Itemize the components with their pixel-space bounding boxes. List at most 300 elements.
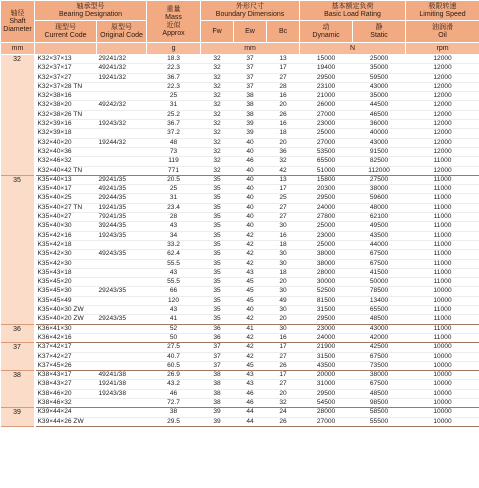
mass-cell: 23.4 xyxy=(147,203,201,212)
ew-cell: 44 xyxy=(234,417,267,426)
oil-speed-cell: 12000 xyxy=(406,138,479,147)
static-load-cell: 59500 xyxy=(353,73,406,82)
mass-cell: 60.5 xyxy=(147,361,201,370)
fw-cell: 35 xyxy=(201,203,234,212)
table-row xyxy=(1,306,479,315)
static-load-cell: 48500 xyxy=(353,315,406,324)
fw-cell: 32 xyxy=(201,73,234,82)
mass-cell: 55.5 xyxy=(147,259,201,268)
mass-cell: 27.5 xyxy=(147,343,201,352)
oil-speed-cell: 12000 xyxy=(406,73,479,82)
shaft-diameter-cell xyxy=(1,408,35,427)
static-load-cell: 73500 xyxy=(353,361,406,370)
table-row xyxy=(1,315,479,324)
static-load-cell: 38000 xyxy=(353,371,406,380)
bc-cell: 28 xyxy=(267,82,300,91)
table-row xyxy=(1,268,479,277)
ew-cell: 40 xyxy=(234,175,267,184)
fw-cell: 32 xyxy=(201,110,234,119)
table-row xyxy=(1,194,479,203)
static-load-cell: 43000 xyxy=(353,82,406,91)
original-code-cell: 49243/35 xyxy=(97,250,147,259)
oil-speed-cell: 11000 xyxy=(406,194,479,203)
static-load-cell: 42500 xyxy=(353,343,406,352)
mass-cell: 43 xyxy=(147,268,201,277)
ew-cell: 41 xyxy=(234,324,267,333)
table-row xyxy=(1,129,479,138)
dynamic-load-cell: 25000 xyxy=(300,222,353,231)
current-code-cell: K38×43×27 xyxy=(35,380,97,389)
mass-cell: 771 xyxy=(147,166,201,175)
current-code-cell: K32×37×13 xyxy=(35,55,97,64)
original-code-cell xyxy=(97,296,147,305)
mass-cell: 66 xyxy=(147,287,201,296)
mass-header: 重量 Mass 近似 Approx xyxy=(147,1,201,43)
table-row xyxy=(1,389,479,398)
bc-cell: 17 xyxy=(267,343,300,352)
bc-cell: 20 xyxy=(267,278,300,287)
bc-cell: 20 xyxy=(267,101,300,110)
mass-cell: 33.2 xyxy=(147,240,201,249)
shaft-diameter-cell xyxy=(1,55,35,176)
oil-speed-cell: 12000 xyxy=(406,92,479,101)
fw-cell: 36 xyxy=(201,324,234,333)
bc-cell: 26 xyxy=(267,361,300,370)
original-code-cell: 29243/35 xyxy=(97,315,147,324)
mass-cell: 41 xyxy=(147,315,201,324)
table-row xyxy=(1,82,479,91)
table-row xyxy=(1,120,479,129)
oil-speed-cell: 11000 xyxy=(406,315,479,324)
original-code-cell xyxy=(97,268,147,277)
dynamic-load-cell: 43500 xyxy=(300,361,353,370)
oil-speed-cell: 12000 xyxy=(406,64,479,73)
current-code-cell: K37×42×27 xyxy=(35,352,97,361)
mass-cell: 36.7 xyxy=(147,73,201,82)
static-load-cell: 98500 xyxy=(353,398,406,407)
dynamic-load-cell: 52500 xyxy=(300,287,353,296)
ew-cell: 46 xyxy=(234,389,267,398)
ew-cell: 40 xyxy=(234,306,267,315)
fw-cell: 35 xyxy=(201,296,234,305)
fw-cell: 32 xyxy=(201,92,234,101)
current-code-cell: K38×46×20 xyxy=(35,389,97,398)
fw-cell: 37 xyxy=(201,361,234,370)
oil-speed-cell: 11000 xyxy=(406,259,479,268)
oil-speed-cell: 12000 xyxy=(406,110,479,119)
original-code-cell: 19243/35 xyxy=(97,231,147,240)
original-code-cell xyxy=(97,147,147,156)
current-code-unit xyxy=(35,43,97,55)
current-code-cell: K35×40×13 xyxy=(35,175,97,184)
current-code-header: 现型号 Current Code xyxy=(35,21,97,43)
dynamic-load-cell: 28000 xyxy=(300,408,353,417)
oil-speed-cell: 11000 xyxy=(406,324,479,333)
dynamic-load-cell: 38000 xyxy=(300,259,353,268)
dynamic-load-cell: 19400 xyxy=(300,64,353,73)
static-load-cell: 49500 xyxy=(353,222,406,231)
mass-unit: g xyxy=(147,43,201,55)
mass-cell: 37.2 xyxy=(147,129,201,138)
ew-cell: 40 xyxy=(234,194,267,203)
current-code-cell: K35×45×49 xyxy=(35,296,97,305)
ew-cell: 42 xyxy=(234,333,267,342)
fw-cell: 35 xyxy=(201,278,234,287)
bc-cell: 20 xyxy=(267,138,300,147)
current-code-cell: K39×44×24 xyxy=(35,408,97,417)
oil-speed-cell: 12000 xyxy=(406,147,479,156)
mass-cell: 25 xyxy=(147,92,201,101)
dynamic-load-cell: 51000 xyxy=(300,166,353,175)
original-code-header: 原型号 Original Code xyxy=(97,21,147,43)
fw-header: Fw xyxy=(201,21,234,43)
current-code-cell: K38×43×17 xyxy=(35,371,97,380)
table-row xyxy=(1,147,479,156)
bc-cell: 18 xyxy=(267,268,300,277)
fw-cell: 37 xyxy=(201,343,234,352)
dynamic-load-cell: 31500 xyxy=(300,306,353,315)
original-code-cell: 19241/38 xyxy=(97,380,147,389)
fw-cell: 35 xyxy=(201,315,234,324)
current-code-cell: K32×37×28 TN xyxy=(35,82,97,91)
current-code-cell: K32×40×36 xyxy=(35,147,97,156)
dynamic-load-cell: 29500 xyxy=(300,73,353,82)
current-code-cell: K36×42×16 xyxy=(35,333,97,342)
fw-cell: 32 xyxy=(201,138,234,147)
fw-cell: 32 xyxy=(201,129,234,138)
static-load-cell: 91500 xyxy=(353,147,406,156)
static-load-cell: 40000 xyxy=(353,129,406,138)
mass-cell: 20.5 xyxy=(147,175,201,184)
table-row xyxy=(1,278,479,287)
ew-cell: 37 xyxy=(234,64,267,73)
oil-speed-cell: 11000 xyxy=(406,157,479,166)
oil-speed-cell: 10000 xyxy=(406,371,479,380)
bc-cell: 27 xyxy=(267,203,300,212)
ew-cell: 42 xyxy=(234,240,267,249)
table-row xyxy=(1,352,479,361)
static-load-cell: 55500 xyxy=(353,417,406,426)
units-row xyxy=(1,43,479,55)
oil-speed-cell: 10000 xyxy=(406,296,479,305)
dynamic-load-cell: 31000 xyxy=(300,380,353,389)
ew-cell: 42 xyxy=(234,250,267,259)
original-code-cell: 19241/35 xyxy=(97,203,147,212)
current-code-cell: K35×42×18 xyxy=(35,240,97,249)
shaft-diameter-value: 38 xyxy=(13,372,21,380)
original-code-cell xyxy=(97,343,147,352)
current-code-cell: K32×39×18 xyxy=(35,129,97,138)
current-code-cell: K32×46×32 xyxy=(35,157,97,166)
oil-speed-cell: 11000 xyxy=(406,240,479,249)
oil-speed-cell: 11000 xyxy=(406,213,479,222)
bc-cell: 30 xyxy=(267,259,300,268)
bc-cell: 30 xyxy=(267,222,300,231)
static-load-cell: 67500 xyxy=(353,250,406,259)
speed-unit: rpm xyxy=(406,43,479,55)
bc-cell: 27 xyxy=(267,380,300,389)
ew-cell: 45 xyxy=(234,361,267,370)
original-code-cell xyxy=(97,417,147,426)
ew-cell: 43 xyxy=(234,268,267,277)
fw-cell: 35 xyxy=(201,222,234,231)
current-code-cell: K35×40×25 xyxy=(35,194,97,203)
fw-cell: 32 xyxy=(201,147,234,156)
table-row xyxy=(1,166,479,175)
static-load-cell: 59600 xyxy=(353,194,406,203)
original-code-cell xyxy=(97,398,147,407)
shaft-diameter-value: 37 xyxy=(13,344,21,352)
table-row xyxy=(1,157,479,166)
current-code-cell: K35×45×20 xyxy=(35,278,97,287)
dynamic-header: 动 Dynamic xyxy=(300,21,353,43)
original-code-cell xyxy=(97,240,147,249)
shaft-diameter-value: 39 xyxy=(13,409,21,417)
dynamic-load-cell: 15000 xyxy=(300,55,353,64)
bc-cell: 30 xyxy=(267,306,300,315)
current-code-cell: K32×38×26 TN xyxy=(35,110,97,119)
ew-cell: 42 xyxy=(234,352,267,361)
static-load-cell: 78500 xyxy=(353,287,406,296)
ew-cell: 45 xyxy=(234,296,267,305)
bc-cell: 27 xyxy=(267,73,300,82)
dynamic-load-cell: 23000 xyxy=(300,324,353,333)
dims-unit: mm xyxy=(201,43,300,55)
shaft-diameter-cell xyxy=(1,324,35,343)
bc-header: Bc xyxy=(267,21,300,43)
boundary-dimensions-header: 外形尺寸 Boundary Dimensions xyxy=(201,1,300,21)
original-code-cell: 49241/38 xyxy=(97,371,147,380)
dynamic-load-cell: 27800 xyxy=(300,213,353,222)
table-row xyxy=(1,259,479,268)
bc-cell: 32 xyxy=(267,398,300,407)
oil-speed-cell: 12000 xyxy=(406,129,479,138)
bc-cell: 16 xyxy=(267,92,300,101)
table-row xyxy=(1,398,479,407)
dynamic-load-cell: 24000 xyxy=(300,203,353,212)
table-row xyxy=(1,296,479,305)
original-code-cell: 49241/35 xyxy=(97,185,147,194)
static-load-cell: 67500 xyxy=(353,259,406,268)
shaft-diameter-cell xyxy=(1,175,35,324)
oil-speed-cell: 11000 xyxy=(406,175,479,184)
static-load-cell: 67500 xyxy=(353,380,406,389)
oil-speed-cell: 11000 xyxy=(406,268,479,277)
static-load-cell: 43000 xyxy=(353,324,406,333)
oil-speed-cell: 12000 xyxy=(406,120,479,129)
current-code-cell: K32×40×42 TN xyxy=(35,166,97,175)
bc-cell: 20 xyxy=(267,315,300,324)
oil-speed-cell: 10000 xyxy=(406,408,479,417)
fw-cell: 32 xyxy=(201,166,234,175)
mass-cell: 52 xyxy=(147,324,201,333)
dynamic-load-cell: 27000 xyxy=(300,417,353,426)
bc-cell: 18 xyxy=(267,129,300,138)
fw-cell: 35 xyxy=(201,231,234,240)
table-row xyxy=(1,185,479,194)
table-row xyxy=(1,287,479,296)
dynamic-load-cell: 27000 xyxy=(300,110,353,119)
bc-cell: 16 xyxy=(267,231,300,240)
original-code-cell: 19243/38 xyxy=(97,389,147,398)
original-code-cell: 79241/35 xyxy=(97,213,147,222)
original-code-cell: 29241/35 xyxy=(97,175,147,184)
dynamic-load-cell: 53500 xyxy=(300,147,353,156)
ew-cell: 38 xyxy=(234,101,267,110)
ew-cell: 45 xyxy=(234,278,267,287)
dynamic-load-cell: 31500 xyxy=(300,352,353,361)
oil-speed-cell: 10000 xyxy=(406,389,479,398)
shaft-unit: mm xyxy=(1,43,35,55)
ew-header: Ew xyxy=(234,21,267,43)
original-code-cell: 19241/32 xyxy=(97,73,147,82)
table-row xyxy=(1,361,479,370)
static-load-cell: 44000 xyxy=(353,240,406,249)
bc-cell: 20 xyxy=(267,389,300,398)
static-load-cell: 35000 xyxy=(353,92,406,101)
mass-cell: 38 xyxy=(147,408,201,417)
fw-cell: 37 xyxy=(201,352,234,361)
ew-cell: 40 xyxy=(234,213,267,222)
oil-speed-cell: 11000 xyxy=(406,203,479,212)
bc-cell: 30 xyxy=(267,324,300,333)
dynamic-load-cell: 15800 xyxy=(300,175,353,184)
static-load-cell: 44500 xyxy=(353,101,406,110)
original-code-cell: 19244/32 xyxy=(97,138,147,147)
dynamic-load-cell: 29500 xyxy=(300,389,353,398)
table-header xyxy=(1,1,479,55)
dynamic-load-cell: 25000 xyxy=(300,129,353,138)
original-code-cell: 19243/32 xyxy=(97,120,147,129)
static-load-cell: 50000 xyxy=(353,278,406,287)
table-row xyxy=(1,222,479,231)
bc-cell: 36 xyxy=(267,147,300,156)
bc-cell: 17 xyxy=(267,64,300,73)
static-load-cell: 48000 xyxy=(353,203,406,212)
mass-cell: 28 xyxy=(147,213,201,222)
oil-speed-cell: 12000 xyxy=(406,55,479,64)
current-code-cell: K37×45×26 xyxy=(35,361,97,370)
ew-cell: 44 xyxy=(234,408,267,417)
fw-cell: 32 xyxy=(201,55,234,64)
ew-cell: 43 xyxy=(234,380,267,389)
bc-cell: 32 xyxy=(267,157,300,166)
oil-speed-cell: 11000 xyxy=(406,231,479,240)
mass-cell: 25.2 xyxy=(147,110,201,119)
static-load-cell: 67500 xyxy=(353,352,406,361)
oil-header: 油润滑 Oil xyxy=(406,21,479,43)
dynamic-load-cell: 25000 xyxy=(300,240,353,249)
ew-cell: 40 xyxy=(234,138,267,147)
basic-load-rating-header: 基本额定负荷 Basic Load Rating xyxy=(300,1,406,21)
shaft-diameter-value: 36 xyxy=(13,325,21,333)
oil-speed-cell: 11000 xyxy=(406,333,479,342)
static-load-cell: 36000 xyxy=(353,120,406,129)
ew-cell: 38 xyxy=(234,110,267,119)
dynamic-load-cell: 29500 xyxy=(300,194,353,203)
fw-cell: 35 xyxy=(201,287,234,296)
fw-cell: 35 xyxy=(201,175,234,184)
static-load-cell: 38000 xyxy=(353,185,406,194)
table-row xyxy=(1,138,479,147)
fw-cell: 32 xyxy=(201,64,234,73)
ew-cell: 45 xyxy=(234,287,267,296)
ew-cell: 39 xyxy=(234,129,267,138)
current-code-cell: K35×42×30 xyxy=(35,250,97,259)
bc-cell: 13 xyxy=(267,175,300,184)
mass-cell: 26.9 xyxy=(147,371,201,380)
original-code-cell xyxy=(97,333,147,342)
original-code-cell: 29244/35 xyxy=(97,194,147,203)
bc-cell: 18 xyxy=(267,240,300,249)
mass-cell: 62.4 xyxy=(147,250,201,259)
table-row xyxy=(1,92,479,101)
ew-cell: 37 xyxy=(234,73,267,82)
bc-cell: 27 xyxy=(267,352,300,361)
dynamic-load-cell: 38000 xyxy=(300,250,353,259)
bc-cell: 26 xyxy=(267,417,300,426)
fw-cell: 36 xyxy=(201,333,234,342)
table-row xyxy=(1,343,479,352)
current-code-cell: K35×40×27 xyxy=(35,213,97,222)
static-load-cell: 46500 xyxy=(353,110,406,119)
mass-cell: 31 xyxy=(147,101,201,110)
static-load-cell: 27500 xyxy=(353,175,406,184)
dynamic-load-cell: 30000 xyxy=(300,278,353,287)
fw-cell: 35 xyxy=(201,250,234,259)
original-code-cell xyxy=(97,361,147,370)
fw-cell: 35 xyxy=(201,306,234,315)
oil-speed-cell: 12000 xyxy=(406,101,479,110)
current-code-cell: K32×38×20 xyxy=(35,101,97,110)
dynamic-load-cell: 24000 xyxy=(300,333,353,342)
mass-cell: 46 xyxy=(147,389,201,398)
oil-speed-cell: 10000 xyxy=(406,398,479,407)
original-code-cell: 39244/35 xyxy=(97,222,147,231)
bc-cell: 25 xyxy=(267,194,300,203)
oil-speed-cell: 12000 xyxy=(406,82,479,91)
current-code-cell: K39×44×26 ZW xyxy=(35,417,97,426)
static-load-cell: 112000 xyxy=(353,166,406,175)
ew-cell: 40 xyxy=(234,222,267,231)
original-code-cell xyxy=(97,259,147,268)
fw-cell: 38 xyxy=(201,389,234,398)
fw-cell: 39 xyxy=(201,408,234,417)
table-row xyxy=(1,417,479,426)
static-load-cell: 48500 xyxy=(353,389,406,398)
dynamic-load-cell: 20300 xyxy=(300,185,353,194)
table-body xyxy=(1,55,479,427)
oil-speed-cell: 11000 xyxy=(406,185,479,194)
load-unit: N xyxy=(300,43,406,55)
current-code-cell: K35×40×27 TN xyxy=(35,203,97,212)
ew-cell: 42 xyxy=(234,343,267,352)
dynamic-load-cell: 23100 xyxy=(300,82,353,91)
dynamic-load-cell: 21000 xyxy=(300,92,353,101)
dynamic-load-cell: 65500 xyxy=(300,157,353,166)
table-row xyxy=(1,333,479,342)
ew-cell: 37 xyxy=(234,55,267,64)
mass-cell: 50 xyxy=(147,333,201,342)
current-code-cell: K32×37×17 xyxy=(35,64,97,73)
mass-cell: 25 xyxy=(147,185,201,194)
fw-cell: 38 xyxy=(201,371,234,380)
static-load-cell: 25000 xyxy=(353,55,406,64)
fw-cell: 39 xyxy=(201,417,234,426)
table-row xyxy=(1,408,479,417)
oil-speed-cell: 11000 xyxy=(406,306,479,315)
fw-cell: 35 xyxy=(201,259,234,268)
